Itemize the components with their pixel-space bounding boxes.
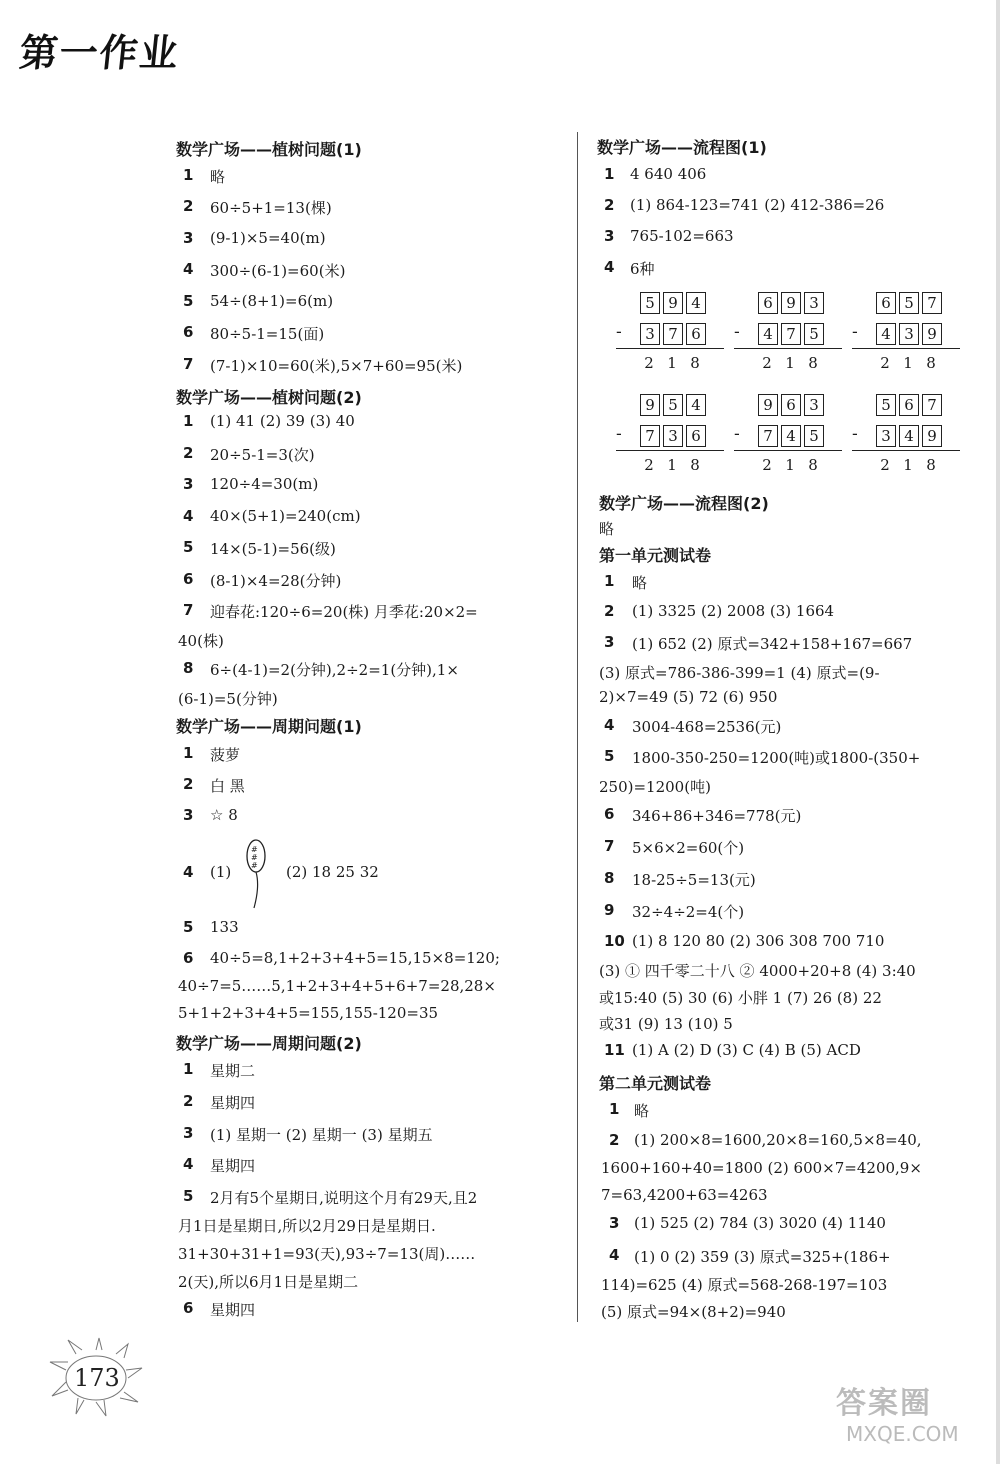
item-number: 2 <box>183 1092 194 1110</box>
item-number: 7 <box>183 601 194 619</box>
puzzle-digit-box: 5 <box>899 292 919 314</box>
item-text: (1) 525 (2) 784 (3) 3020 (4) 1140 <box>634 1214 886 1232</box>
item-number: 4 <box>183 863 194 881</box>
item-number: 7 <box>604 837 615 855</box>
puzzle-rule <box>616 348 724 349</box>
minus-sign: - <box>734 322 740 342</box>
item-number: 5 <box>183 918 194 936</box>
item-text: 40×(5+1)=240(cm) <box>210 507 361 525</box>
puzzle-digit-box: 5 <box>663 394 683 416</box>
item-text: 80÷5-1=15(面) <box>210 325 325 343</box>
item-number: 3 <box>604 227 615 245</box>
section-title: 数学广场——植树问题(1) <box>176 140 362 159</box>
item-number: 2 <box>183 444 194 462</box>
item-number: 1 <box>183 412 194 430</box>
item-text: 346+86+346=778(元) <box>632 807 802 825</box>
item-text: 2(天),所以6月1日是星期二 <box>178 1273 359 1291</box>
item-number: 6 <box>183 949 194 967</box>
item-text: 133 <box>210 918 239 936</box>
puzzle-result-digit: 8 <box>808 354 818 372</box>
item-text: 迎春花:120÷6=20(株) 月季花:20×2= <box>210 603 478 621</box>
item-text: 5×6×2=60(个) <box>632 839 745 857</box>
section-title: 数学广场——周期问题(2) <box>176 1034 362 1053</box>
puzzle-result-digit: 2 <box>644 354 654 372</box>
puzzle-digit-box: 7 <box>922 292 942 314</box>
puzzle-digit-box: 9 <box>781 292 801 314</box>
item-text: (1) 864-123=741 (2) 412-386=26 <box>630 196 885 214</box>
item-number: 4 <box>604 716 615 734</box>
item-text: (1) 41 (2) 39 (3) 40 <box>210 412 355 430</box>
item-text: (3) 原式=786-386-399=1 (4) 原式=(9- <box>599 664 880 682</box>
puzzle-digit-box: 9 <box>922 323 942 345</box>
puzzle-digit-box: 3 <box>876 425 896 447</box>
item-text: 菠萝 <box>210 746 241 764</box>
item-text: 6种 <box>630 260 655 278</box>
item-number: 3 <box>604 633 615 651</box>
item-text: 40÷5=8,1+2+3+4+5=15,15×8=120; <box>210 949 500 967</box>
item-text: 白 黑 <box>210 777 245 795</box>
item-number: 8 <box>604 869 615 887</box>
item-text: 7=63,4200+63=4263 <box>601 1186 768 1204</box>
puzzle-result-digit: 1 <box>785 456 795 474</box>
puzzle-digit-box: 3 <box>804 394 824 416</box>
item-number: 11 <box>604 1041 625 1059</box>
puzzle-digit-box: 5 <box>876 394 896 416</box>
section-title: 第二单元测试卷 <box>599 1074 712 1093</box>
puzzle-digit-box: 3 <box>640 323 660 345</box>
item-text: 略 <box>210 168 226 186</box>
item-text: 星期四 <box>210 1094 256 1112</box>
item-text: 31+30+31+1=93(天),93÷7=13(周)…… <box>178 1245 476 1263</box>
item-text: 60÷5+1=13(棵) <box>210 199 332 217</box>
item-text: 32÷4÷2=4(个) <box>632 903 745 921</box>
item-number: 6 <box>183 570 194 588</box>
item-number: 3 <box>609 1214 620 1232</box>
item-text: 40÷7=5……5,1+2+3+4+5+6+7=28,28× <box>178 977 496 995</box>
puzzle-digit-box: 4 <box>899 425 919 447</box>
puzzle-rule <box>734 450 842 451</box>
item-text: ☆ 8 <box>210 806 238 824</box>
item-text: (9-1)×5=40(m) <box>210 229 326 247</box>
item-text: 2)×7=49 (5) 72 (6) 950 <box>599 688 778 706</box>
section-title: 数学广场——流程图(2) <box>599 494 769 513</box>
puzzle-digit-box: 6 <box>781 394 801 416</box>
item-text: 略 <box>632 574 648 592</box>
item-text: (5) 原式=94×(8+2)=940 <box>601 1303 786 1321</box>
puzzle-digit-box: 4 <box>758 323 778 345</box>
item-text: 1600+160+40=1800 (2) 600×7=4200,9× <box>601 1159 922 1177</box>
section-title: 数学广场——流程图(1) <box>597 138 767 157</box>
item-number: 3 <box>183 229 194 247</box>
puzzle-result-digit: 8 <box>690 456 700 474</box>
item-number: 5 <box>183 292 194 310</box>
item-number: 3 <box>183 475 194 493</box>
item-number: 10 <box>604 932 625 950</box>
watermark <box>836 1378 959 1446</box>
item-text: (6-1)=5(分钟) <box>178 690 278 708</box>
item-number: 9 <box>604 901 615 919</box>
item-text: (1) 8 120 80 (2) 306 308 700 710 <box>632 932 885 950</box>
puzzle-digit-box: 5 <box>804 323 824 345</box>
item-number: 4 <box>183 1155 194 1173</box>
item-text: (1) A (2) D (3) C (4) B (5) ACD <box>632 1041 861 1059</box>
item-text: 250)=1200(吨) <box>599 778 711 796</box>
puzzle-result-digit: 1 <box>903 456 913 474</box>
item-text: 或31 (9) 13 (10) 5 <box>599 1015 733 1033</box>
puzzle-result-digit: 2 <box>880 354 890 372</box>
puzzle-result-digit: 8 <box>808 456 818 474</box>
puzzle-digit-box: 3 <box>804 292 824 314</box>
puzzle-result-digit: 2 <box>880 456 890 474</box>
puzzle-digit-box: 4 <box>686 292 706 314</box>
item-text: 6÷(4-1)=2(分钟),2÷2=1(分钟),1× <box>210 661 459 679</box>
item-text: 54÷(8+1)=6(m) <box>210 292 334 310</box>
puzzle-digit-box: 6 <box>758 292 778 314</box>
page-number: 173 <box>74 1364 120 1392</box>
item-number: 5 <box>183 1187 194 1205</box>
item-number: 2 <box>609 1131 620 1149</box>
section-title: 第一单元测试卷 <box>599 546 712 565</box>
item-number: 5 <box>604 747 615 765</box>
puzzle-digit-box: 3 <box>663 425 683 447</box>
item-number: 1 <box>604 165 615 183</box>
item-number: 2 <box>183 775 194 793</box>
puzzle-result-digit: 1 <box>667 456 677 474</box>
item-text: 2月有5个星期日,说明这个月有29天,且2 <box>210 1189 478 1207</box>
item-number: 4 <box>609 1246 620 1264</box>
puzzle-digit-box: 6 <box>686 323 706 345</box>
puzzle-rule <box>852 348 960 349</box>
puzzle-rule <box>616 450 724 451</box>
item-text: (1) 200×8=1600,20×8=160,5×8=40, <box>634 1131 922 1149</box>
item-number: 2 <box>604 196 615 214</box>
item-number: 1 <box>183 744 194 762</box>
puzzle-rule <box>734 348 842 349</box>
minus-sign: - <box>616 424 622 444</box>
brand-title: 第一作业 <box>17 31 182 75</box>
section-title: 数学广场——周期问题(1) <box>176 717 362 736</box>
item-number: 1 <box>609 1100 620 1118</box>
item-text-after: (2) 18 25 32 <box>286 863 379 881</box>
puzzle-result-digit: 2 <box>644 456 654 474</box>
item-text: 4 640 406 <box>630 165 707 183</box>
puzzle-digit-box: 7 <box>922 394 942 416</box>
puzzle-digit-box: 9 <box>640 394 660 416</box>
item-number: 6 <box>183 1299 194 1317</box>
watermark-url: MXQE.COM <box>846 1422 959 1446</box>
item-text: (3) ① 四千零二十八 ② 4000+20+8 (4) 3:40 <box>599 962 916 980</box>
item-text: 或15:40 (5) 30 (6) 小胖 1 (7) 26 (8) 22 <box>599 989 882 1007</box>
item-text: 765-102=663 <box>630 227 734 245</box>
puzzle-result-digit: 8 <box>926 456 936 474</box>
puzzle-digit-box: 7 <box>640 425 660 447</box>
sun-ornament-icon <box>44 1330 154 1420</box>
item-number: 8 <box>183 659 194 677</box>
item-number: 2 <box>183 197 194 215</box>
item-text: 星期二 <box>210 1062 256 1080</box>
item-text: 14×(5-1)=56(级) <box>210 540 336 558</box>
item-number: 3 <box>183 1124 194 1142</box>
item-text: 月1日是星期日,所以2月29日是星期日. <box>178 1217 436 1235</box>
puzzle-result-digit: 2 <box>762 456 772 474</box>
page-edge <box>996 0 1000 1464</box>
item-number: 1 <box>604 572 615 590</box>
item-text: 120÷4=30(m) <box>210 475 319 493</box>
puzzle-digit-box: 4 <box>781 425 801 447</box>
puzzle-result-digit: 1 <box>903 354 913 372</box>
puzzle-digit-box: 7 <box>663 323 683 345</box>
puzzle-result-digit: 1 <box>667 354 677 372</box>
item-text: 3004-468=2536(元) <box>632 718 782 736</box>
puzzle-digit-box: 9 <box>922 425 942 447</box>
minus-sign: - <box>734 424 740 444</box>
puzzle-result-digit: 2 <box>762 354 772 372</box>
item-number: 4 <box>604 258 615 276</box>
item-number: 3 <box>183 806 194 824</box>
item-number: 4 <box>183 507 194 525</box>
item-number: 1 <box>183 1060 194 1078</box>
item-text: 1800-350-250=1200(吨)或1800-(350+ <box>632 749 921 767</box>
section-text: 略 <box>599 520 615 538</box>
section-title: 数学广场——植树问题(2) <box>176 388 362 407</box>
item-text: (1) <box>210 863 232 881</box>
svg-text:#: # <box>251 861 258 870</box>
puzzle-digit-box: 6 <box>686 425 706 447</box>
item-text: 20÷5-1=3(次) <box>210 446 315 464</box>
puzzle-digit-box: 3 <box>899 323 919 345</box>
watermark-logo: 答案圈 <box>836 1386 932 1421</box>
item-text: 300÷(6-1)=60(米) <box>210 262 346 280</box>
item-text: 星期四 <box>210 1157 256 1175</box>
puzzle-digit-box: 4 <box>686 394 706 416</box>
item-number: 7 <box>183 355 194 373</box>
puzzle-digit-box: 9 <box>663 292 683 314</box>
item-text: (1) 3325 (2) 2008 (3) 1664 <box>632 602 835 620</box>
puzzle-digit-box: 5 <box>804 425 824 447</box>
item-text: 18-25÷5=13(元) <box>632 871 756 889</box>
item-text: (7-1)×10=60(米),5×7+60=95(米) <box>210 357 463 375</box>
puzzle-digit-box: 5 <box>640 292 660 314</box>
balloon-icon <box>244 838 274 910</box>
item-number: 5 <box>183 538 194 556</box>
puzzle-digit-box: 9 <box>758 394 778 416</box>
svg-text:#: # <box>251 853 258 862</box>
puzzle-digit-box: 4 <box>876 323 896 345</box>
puzzle-result-digit: 8 <box>690 354 700 372</box>
puzzle-result-digit: 8 <box>926 354 936 372</box>
item-text: 5+1+2+3+4+5=155,155-120=35 <box>178 1004 439 1022</box>
item-number: 1 <box>183 166 194 184</box>
item-number: 6 <box>604 805 615 823</box>
item-number: 2 <box>604 602 615 620</box>
item-text: (1) 星期一 (2) 星期一 (3) 星期五 <box>210 1126 433 1144</box>
item-text: (1) 0 (2) 359 (3) 原式=325+(186+ <box>634 1248 891 1266</box>
svg-text:#: # <box>251 845 258 854</box>
puzzle-digit-box: 6 <box>899 394 919 416</box>
item-number: 6 <box>183 323 194 341</box>
item-number: 4 <box>183 260 194 278</box>
item-text: (1) 652 (2) 原式=342+158+167=667 <box>632 635 913 653</box>
puzzle-digit-box: 7 <box>758 425 778 447</box>
puzzle-digit-box: 7 <box>781 323 801 345</box>
minus-sign: - <box>852 322 858 342</box>
item-text: 40(株) <box>178 632 224 650</box>
column-divider <box>577 132 578 1322</box>
puzzle-rule <box>852 450 960 451</box>
item-text: 略 <box>634 1102 650 1120</box>
item-text: (8-1)×4=28(分钟) <box>210 572 342 590</box>
item-text: 114)=625 (4) 原式=568-268-197=103 <box>601 1276 888 1294</box>
minus-sign: - <box>852 424 858 444</box>
puzzle-digit-box: 6 <box>876 292 896 314</box>
puzzle-result-digit: 1 <box>785 354 795 372</box>
minus-sign: - <box>616 322 622 342</box>
item-text: 星期四 <box>210 1301 256 1319</box>
